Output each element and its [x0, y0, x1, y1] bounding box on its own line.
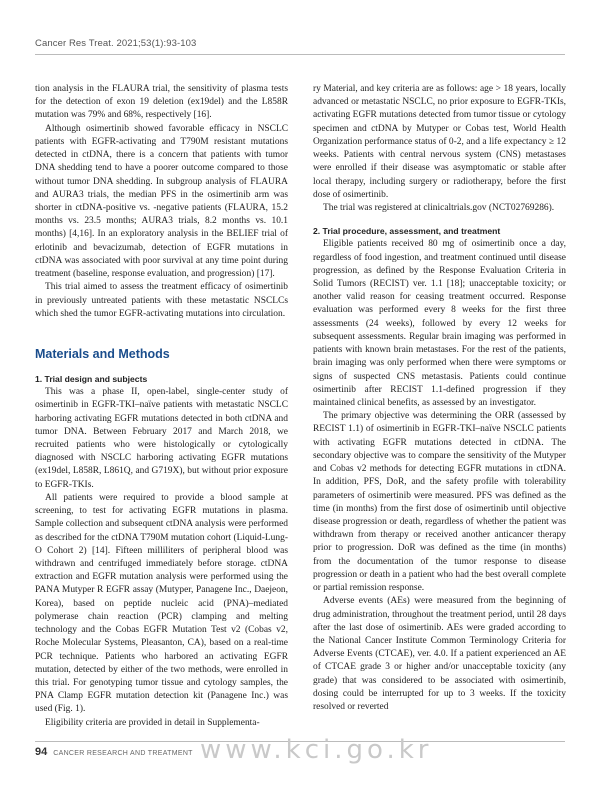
page-footer: [35, 746, 193, 758]
body-paragraph: This was a phase II, open-label, single-center study of osimertinib in EGFR-TKI–naïve patients with metastatic NSCLC harboring activating EGFR mutations detected in both ctDNA and tumor DNA. Between February 2017 and March 2018, we recruited patients who were histologically or cytologically diagnosed with NSCLC harboring activating EGFR mutations (ex19del, L858R, L861Q, and G719X), but without prior exposure to EGFR-TKIs.: [35, 387, 288, 490]
page-number: 94: [35, 746, 48, 758]
body-paragraph: Adverse events (AEs) were measured from the beginning of drug administration, throughout the treatment period, until 28 days after the last dose of osimertinib. AEs were graded according to the National Cancer Institute Common Terminology Criteria for Adverse Events (CTCAE), ver. 4.0. If a patient experienced an AE of CTCAE grade 3 or higher and/or unacceptable toxicity (any grade) that was considered to be associated with osimertinib, dosing could be interrupted for up to 3 weeks. If the toxicity resolved or reverted: [313, 596, 566, 713]
body-paragraph: ry Material, and key criteria are as follows: age > 18 years, locally advanced or metastatic NSCLC, no prior exposure to EGFR-TKIs, activating EGFR mutations detected from tumor tissue or cytology specimen and ctDNA by Mutyper or Cobas test, World Health Organization performance status of 0-2, and a life expectancy ≥ 12 weeks. Patients with central nervous system (CNS) metastases were enrolled if their disease was asymptomatic or stable after local therapy, including surgery or radiotherapy, before the first dose of osimertinib.: [313, 84, 566, 200]
header-divider: [35, 54, 565, 55]
body-paragraph: All patients were required to provide a blood sample at screening, to test for activating EGFR mutations in plasma. Sample collection and subsequent ctDNA analysis were performed as described for the ctDNA T790M mutation cohort (Liquid-Lung-O Cohort 2) [14]. Fifteen milliliters of peripheral blood was withdrawn and centrifuged immediately before storage. ctDNA extraction and EGFR mutation analysis were performed using the PANA Mutyper R EGFR assay (Mutyper, Panagene Inc., Daejeon, Korea), based on peptide nucleic acid (PNA)–mediated polymerase chain reaction (PCR) clamping and melting technology and the Cobas EGFR Mutation Test v2 (Cobas v2, Roche Molecular Systems, Pleasanton, CA), based on a real-time PCR technique. Patients who harbored an activating EGFR mutation, detected by either of the two methods, were enrolled in this trial. For genotyping tumor tissue and cytology samples, the PNA Clamp EGFR mutation detection kit (Panagene Inc.) was used (Fig. 1).: [35, 492, 288, 715]
body-paragraph: Eligible patients received 80 mg of osimertinib once a day, regardless of food ingestion, and treatment continued until disease progression, as defined by the Response Evaluation Criteria in Solid Tumors (RECIST) ver. 1.1 [18]; unacceptable toxicity; or another valid reason for ceasing treatment occurred. Response evaluation was performed every 8 weeks for the first three assessments (24 weeks), followed by every 12 weeks for subsequent assessments. Regular brain imaging was performed in patients with known brain metastases. For the rest of the patients, brain imaging was only performed when there were symptoms or signs of suspected CNS metastasis. Patients could continue osimertinib after RECIST 1.1-defined progression if they maintained clinical benefits, as assessed by an investigator.: [313, 239, 566, 409]
body-paragraph: This trial aimed to assess the treatment efficacy of osimertinib in previously untreated patients with these metastatic NSCLCs which shed the tumor EGFR-activating mutations into circulation.: [35, 282, 288, 319]
watermark: www.kci.go.kr: [200, 735, 433, 765]
body-paragraph: tion analysis in the FLAURA trial, the sensitivity of plasma tests for the detection of exon 19 deletion (ex19del) and the L858R mutation was 79% and 68%, respectively [16].: [35, 84, 288, 121]
left-column: [35, 83, 288, 730]
subsection-heading: 1. Trial design and subjects: [35, 373, 148, 384]
body-paragraph: The primary objective was determining the ORR (assessed by RECIST 1.1) of osimertinib in EGFR-TKI–naïve NSCLC patients with activating EGFR mutations detected in ctDNA. The secondary objective was to compare the sensitivity of the Mutyper and Cobas v2 methods for detecting EGFR mutations in ctDNA. In addition, PFS, DoR, and the safety profile with tolerability parameters of osimertinib were measured. PFS was defined as the time (in months) from the first dose of osimertinib until objective disease progression or death, regardless of whether the patient was withdrawn from therapy or received another anticancer therapy prior to progression. DoR was defined as the time (in months) from the documentation of the tumor response to disease progression or death in a patient who had the best overall complete or partial remission response.: [313, 411, 566, 594]
subsection-heading: 2. Trial procedure, assessment, and treatment: [313, 226, 501, 237]
section-heading: Materials and Methods: [35, 346, 170, 361]
body-paragraph: The trial was registered at clinicaltrials.gov (NCT02769286).: [323, 202, 555, 213]
right-column: [313, 83, 566, 714]
body-paragraph: Although osimertinib showed favorable efficacy in NSCLC patients with EGFR-activating and T790M resistant mutations detected in ctDNA, there is a concern that patients with tumor DNA shedding tend to have a poorer outcome compared to those without tumor DNA shedding. In subgroup analysis of FLAURA and AURA3 trials, the median PFS in the osimertinib arm was shorter in ctDNA-positive vs. -negative patients (FLAURA, 15.2 months vs. 23.5 months; AURA3 trials, 8.2 months vs. 10.1 months) [4,16]. In an exploratory analysis in the BELIEF trial of erlotinib and bevacizumab, detection of EGFR mutations in ctDNA was associated with poor survival at any time point during treatment (baseline, response evaluation, and progression) [17].: [35, 123, 288, 280]
running-header: Cancer Res Treat. 2021;53(1):93-103: [35, 38, 197, 49]
journal-name: CANCER RESEARCH AND TREATMENT: [53, 750, 193, 757]
body-paragraph: Eligibility criteria are provided in detail in Supplementa-: [45, 717, 260, 728]
